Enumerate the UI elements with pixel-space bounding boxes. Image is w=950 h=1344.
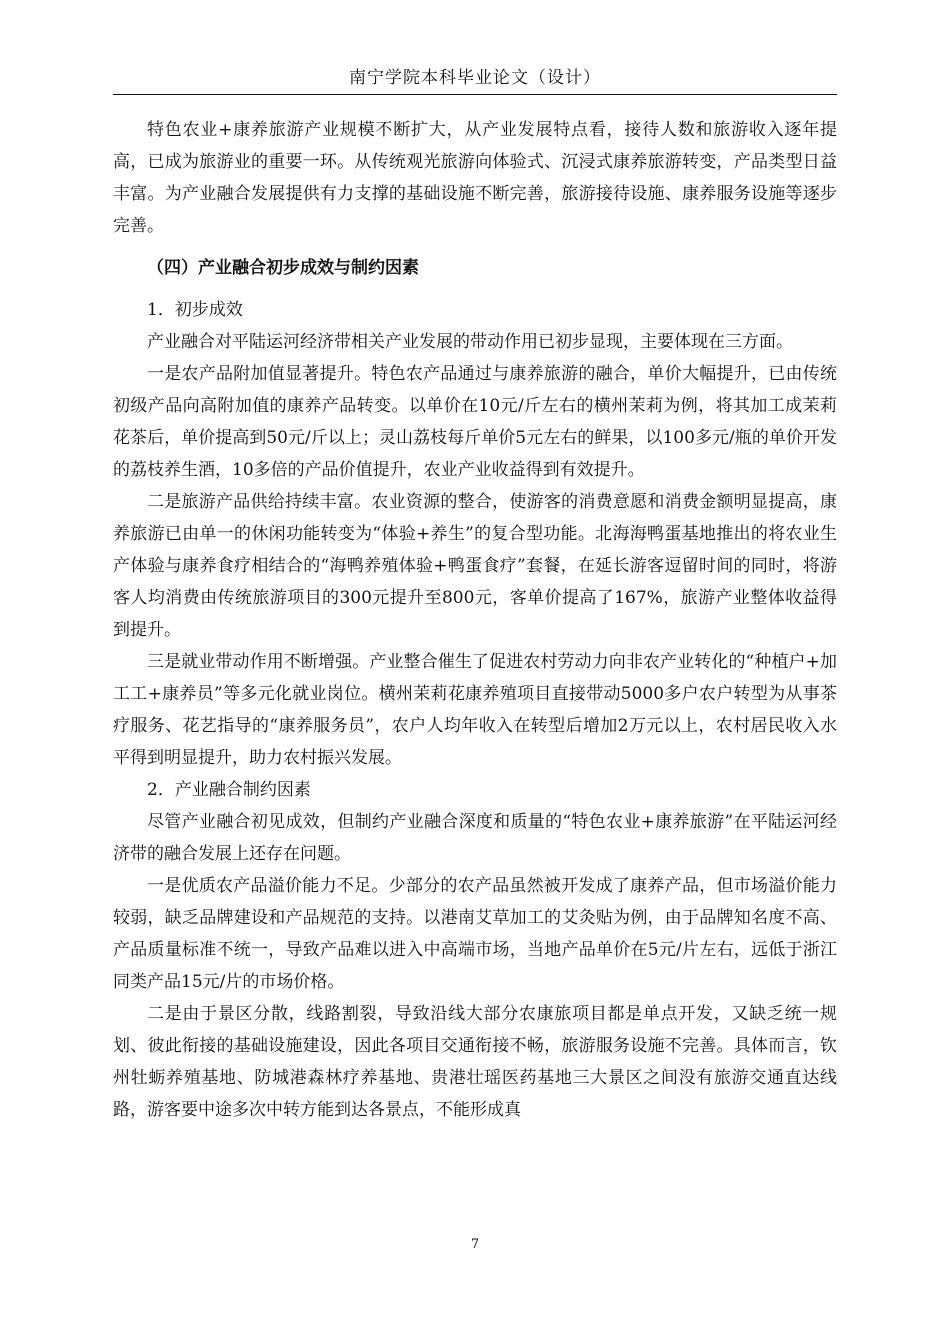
header-rule (113, 94, 837, 95)
subsection-heading-initial-results: 1．初步成效 (147, 300, 243, 320)
page-number: 7 (470, 1237, 480, 1252)
document-body (113, 114, 837, 1126)
paragraph-intro: 特色农业+康养旅游产业规模不断扩大，从产业发展特点看，接待人数和旅游收入逐年提高，已成为旅游业的重要一环。从传统观光旅游向体验式、沉浸式康养旅游转变，产品类型日益丰富。为产业融合发展提供有力支撑的基础设施不断完善，旅游接待设施、康养服务设施等逐步完善。 (113, 120, 837, 236)
paragraph-results-value-added: 一是农产品附加值显著提升。特色农产品通过与康养旅游的融合，单价大幅提升，已由传统初级产品向高附加值的康养产品转变。以单价在10元/斤左右的横州茉莉为例，将其加工成茉莉花茶后，单价提高到50元/斤以上；灵山荔枝每斤单价5元左右的鲜果，以100多元/瓶的单价开发的荔枝养生酒，10多倍的产品价值提升，农业产业收益得到有效提升。 (113, 364, 837, 480)
paragraph-constraints-premium: 一是优质农产品溢价能力不足。少部分的农产品虽然被开发成了康养产品，但市场溢价能力较弱，缺乏品牌建设和产品规范的支持。以港南艾草加工的艾灸贴为例，由于品牌知名度不高、产品质量标准不统一，导致产品难以进入中高端市场，当地产品单价在5元/片左右，远低于浙江同类产品15元/片的市场价格。 (113, 876, 837, 992)
paragraph-constraints-scattered: 二是由于景区分散，线路割裂，导致沿线大部分农康旅项目都是单点开发，又缺乏统一规划、彼此衔接的基础设施建设，因此各项目交通衔接不畅，旅游服务设施不完善。具体而言，钦州牡蛎养殖基地、防城港森林疗养基地、贵港壮瑶医药基地三大景区之间没有旅游交通直达线路，游客要中途多次中转方能到达各景点，不能形成真 (113, 1004, 837, 1120)
paragraph-results-employment: 三是就业带动作用不断增强。产业整合催生了促进农村劳动力向非农产业转化的“种植户+加工工+康养员”等多元化就业岗位。横州茉莉花康养殖项目直接带动5000多户农户转型为从事茶疗服务、花艺指导的“康养服务员”，农户人均年收入在转型后增加2万元以上，农村居民收入水平得到明显提升，助力农村振兴发展。 (113, 652, 837, 768)
section-heading: （四）产业融合初步成效与制约因素 (147, 258, 419, 278)
subsection-heading-constraints: 2．产业融合制约因素 (147, 780, 311, 800)
paragraph-results-tourism-supply: 二是旅游产品供给持续丰富。农业资源的整合，使游客的消费意愿和消费金额明显提高，康养旅游已由单一的休闲功能转变为“体验+养生”的复合型功能。北海海鸭蛋基地推出的将农业生产体验与康养食疗相结合的“海鸭养殖体验+鸭蛋食疗”套餐，在延长游客逗留时间的同时，将游客人均消费由传统旅游项目的300元提升至800元，客单价提高了167%，旅游产业整体收益得到提升。 (113, 492, 837, 640)
running-header: 南宁学院本科毕业论文（设计） (349, 68, 601, 88)
paragraph-constraints-intro: 尽管产业融合初见成效，但制约产业融合深度和质量的“特色农业+康养旅游”在平陆运河经济带的融合发展上还存在问题。 (113, 812, 837, 864)
paragraph-results-intro: 产业融合对平陆运河经济带相关产业发展的带动作用已初步显现，主要体现在三方面。 (147, 332, 793, 352)
